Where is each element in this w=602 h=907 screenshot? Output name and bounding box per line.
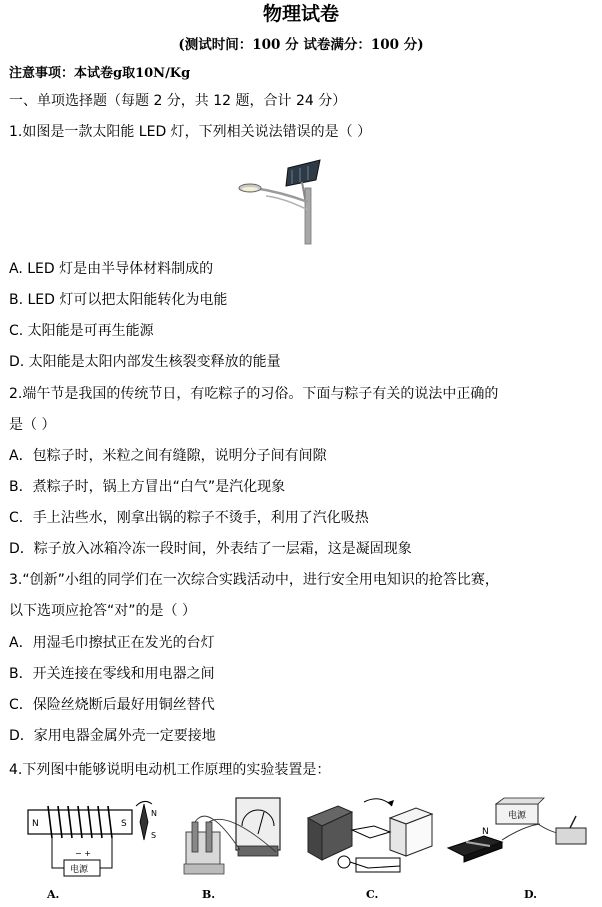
q3-option-a: A．用湿毛巾擦拭正在发光的台灯 — [9, 635, 215, 651]
q3-option-b: B．开关连接在零线和用电器之间 — [9, 666, 215, 682]
figure-c-motor-magnets — [304, 796, 436, 886]
notice: 注意事项：本试卷g取10N/Kg — [9, 66, 191, 81]
q2-option-d: D．粽子放入冰箱冷冻一段时间，外表结了一层霜，这是凝固现象 — [9, 541, 412, 557]
q1-option-a: A. LED 灯是由半导体材料制成的 — [9, 261, 214, 277]
q2-option-a: A．包粽子时，米粒之间有缝隙，说明分子间有间隙 — [9, 448, 327, 464]
question-2-stem-line1: 2.端午节是我国的传统节日，有吃粽子的习俗。下面与粽子有关的说法中正确的 — [9, 386, 499, 402]
q3-option-c: C．保险丝烧断后最好用铜丝替代 — [9, 697, 215, 713]
q1-option-c: C. 太阳能是可再生能源 — [9, 323, 154, 339]
q1-option-d: D. 太阳能是太阳内部发生核裂变释放的能量 — [9, 354, 281, 370]
fig-a-s-label: S — [121, 819, 127, 829]
fig-d-n-label: N — [482, 827, 489, 837]
figure-b-galvanometer-setup — [178, 790, 298, 885]
figure-d-rail-setup — [444, 796, 596, 886]
fig-d-power-label: 电源 — [508, 811, 527, 821]
q2-option-c: C．手上沾些水，刚拿出锅的粽子不烫手，利用了汽化吸热 — [9, 510, 369, 526]
exam-info: (测试时间：100 分 试卷满分：100 分) — [178, 37, 424, 53]
figure-a-electromagnet — [20, 798, 165, 886]
q2-option-b: B．煮粽子时，锅上方冒出“白气”是汽化现象 — [9, 479, 286, 495]
figure-c-label: C. — [366, 888, 379, 901]
fig-a-compass-n: N — [151, 809, 157, 818]
fig-a-compass-s: S — [151, 831, 157, 840]
fig-a-power-label: 电源 — [70, 865, 89, 875]
section-heading: 一、单项选择题（每题 2 分，共 12 题，合计 24 分） — [9, 93, 347, 109]
question-4-stem: 4.下列图中能够说明电动机工作原理的实验装置是： — [9, 762, 331, 778]
figure-d-label: D. — [524, 888, 537, 901]
page-title: 物理试卷 — [262, 3, 339, 25]
question-1-stem: 1.如图是一款太阳能 LED 灯，下列相关说法错误的是（ ） — [9, 124, 372, 140]
q1-option-b: B. LED 灯可以把太阳能转化为电能 — [9, 292, 228, 308]
figure-a-label: A. — [47, 888, 60, 901]
figure-b-label: B. — [202, 888, 216, 901]
question-3-stem-line2: 以下选项应抢答“对”的是（ ） — [9, 603, 196, 619]
q3-option-d: D．家用电器金属外壳一定要接地 — [9, 728, 216, 744]
question-2-stem-line2: 是（ ） — [9, 417, 56, 433]
solar-street-lamp-icon — [236, 158, 328, 246]
svg-text:− +: − + — [75, 849, 91, 858]
question-3-stem-line1: 3.“创新”小组的同学们在一次综合实践活动中，进行安全用电知识的抢答比赛， — [9, 572, 499, 588]
fig-a-n-label: N — [32, 819, 39, 829]
